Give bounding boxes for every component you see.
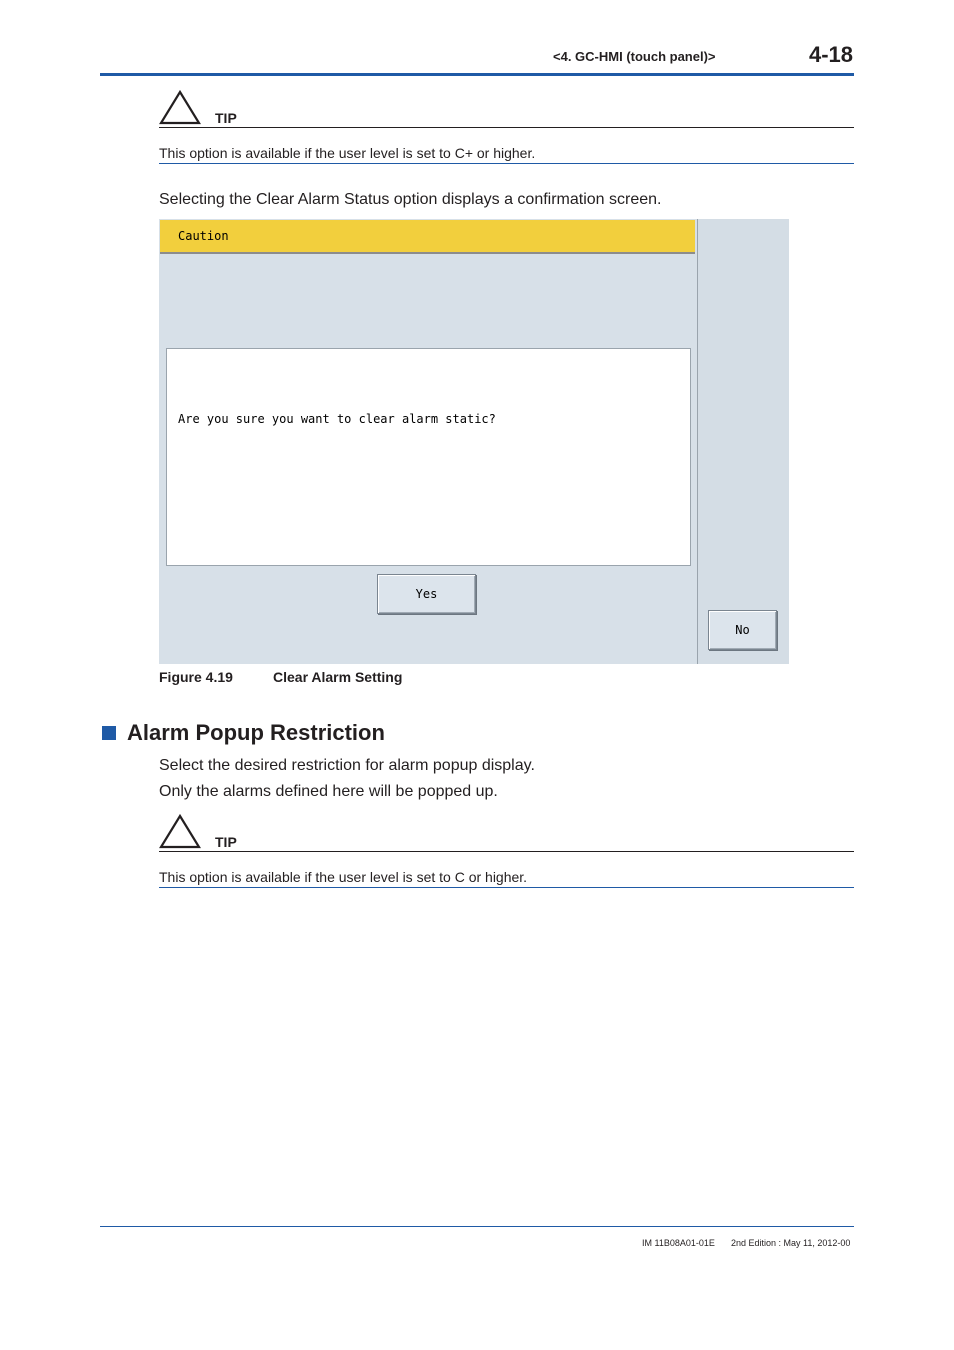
caution-title: Caution xyxy=(178,229,229,243)
side-panel xyxy=(697,219,789,664)
footer-rule xyxy=(100,1226,854,1227)
tip-text: This option is available if the user level is set to C or higher. xyxy=(159,869,528,885)
confirmation-message: Are you sure you want to clear alarm static? xyxy=(178,412,496,426)
figure-number: Figure 4.19 xyxy=(159,669,233,685)
header-rule xyxy=(100,73,854,76)
intro-paragraph: Selecting the Clear Alarm Status option displays a confirmation screen. xyxy=(159,191,662,208)
edition-info: 2nd Edition : May 11, 2012-00 xyxy=(731,1238,851,1248)
page-number: 4-18 xyxy=(809,42,854,67)
warning-triangle-icon xyxy=(159,813,203,849)
hmi-confirmation-screen xyxy=(159,219,788,664)
chapter-heading: <4. GC-HMI (touch panel)> xyxy=(553,49,716,64)
section-bullet-icon xyxy=(102,726,116,740)
warning-triangle-icon xyxy=(159,89,203,125)
document-id: IM 11B08A01-01E xyxy=(642,1238,715,1248)
figure-title: Clear Alarm Setting xyxy=(273,669,403,685)
tip-label: TIP xyxy=(215,110,237,126)
section-paragraph: Only the alarms defined here will be popped up. xyxy=(159,783,498,800)
tip-rule-bottom xyxy=(159,887,854,888)
caution-title-bar xyxy=(160,220,695,254)
tip-rule xyxy=(159,127,854,128)
tip-text: This option is available if the user level is set to C+ or higher. xyxy=(159,145,536,161)
no-button[interactable]: No xyxy=(708,610,777,650)
tip-rule xyxy=(159,851,854,852)
tip-rule-bottom xyxy=(159,163,854,164)
yes-button[interactable]: Yes xyxy=(377,574,476,614)
message-box xyxy=(166,348,691,566)
section-paragraph: Select the desired restriction for alarm popup display. xyxy=(159,757,535,774)
tip-label: TIP xyxy=(215,834,237,850)
section-title: Alarm Popup Restriction xyxy=(127,720,385,745)
